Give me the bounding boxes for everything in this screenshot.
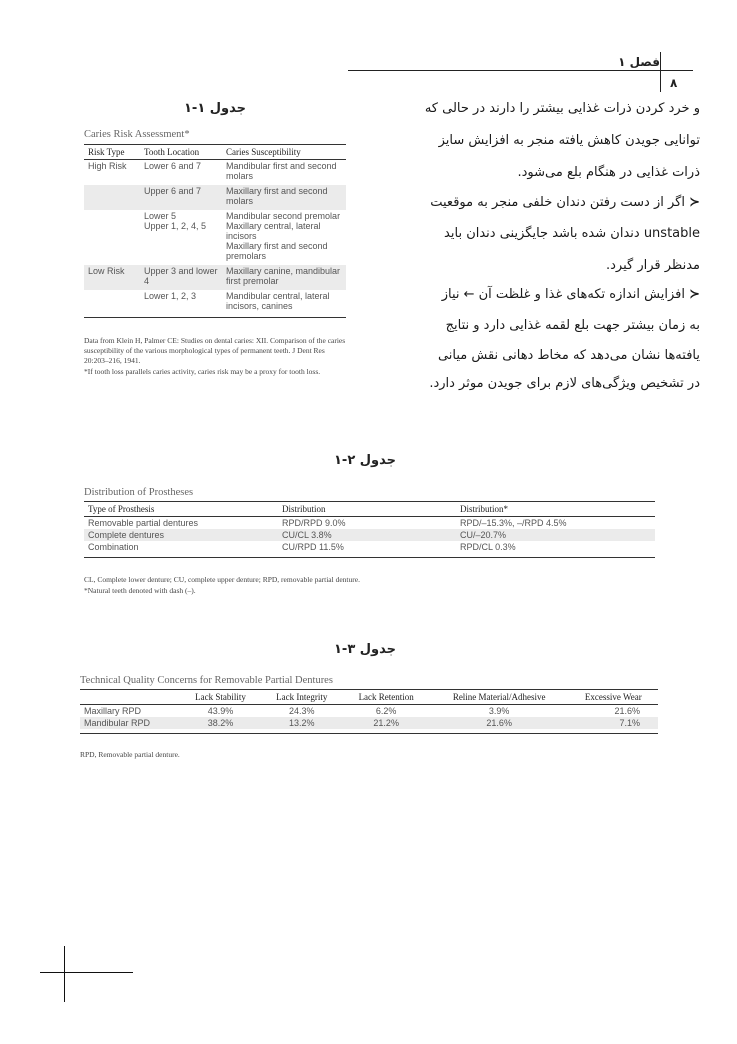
table2-caption: جدول ۲-۱ [333, 453, 397, 468]
table-row: Lower 1, 2, 3 Mandibular central, lateral incisors, canines [144, 291, 330, 311]
table1-title: Caries Risk Assessment* [84, 129, 190, 140]
page-number: ۸ [670, 76, 678, 90]
body-line: مدنظر قرار گیرد. [606, 258, 700, 273]
table3-abbrev-note: RPD, Removable partial denture. [80, 750, 180, 759]
table-row: Mandibular RPD 38.2% 13.2% 21.2% 21.6% 7.1% [80, 717, 658, 729]
table2-header: Distribution [278, 502, 456, 517]
table-row: Removable partial dentures RPD/RPD 9.0% RPD/–15.3%, –/RPD 4.5% [88, 518, 567, 528]
bullet-line [350, 287, 700, 302]
body-line: unstable دندان شده باشد جایگزینی دندان باید [444, 226, 700, 241]
bullet-icon: ≺ [689, 287, 700, 302]
crop-mark-vertical [64, 946, 65, 1002]
table2-title: Distribution of Prostheses [84, 487, 194, 498]
table3 [80, 689, 658, 734]
table-row: Maxillary RPD 43.9% 24.3% 6.2% 3.9% 21.6% [84, 706, 640, 716]
table-row: High Risk Lower 6 and 7 Mandibular first and second molars [88, 161, 337, 181]
table3-title: Technical Quality Concerns for Removable Partial Dentures [80, 675, 333, 686]
table-row: Upper 6 and 7 Maxillary first and second molars [84, 185, 346, 210]
table-row: Low Risk Upper 3 and lower 4 Maxillary canine, mandibular first premolar [84, 265, 346, 290]
table-row: Combination CU/RPD 11.5% RPD/CL 0.3% [88, 542, 516, 552]
table3-header [80, 690, 180, 705]
bullet-text: اگر از دست رفتن دندان خلفی منجر به موقعیت [430, 195, 685, 210]
table1-caption: جدول ۱-۱ [183, 101, 247, 116]
header-rule [348, 70, 693, 71]
crop-mark-horizontal [40, 972, 133, 973]
table3-header: Lack Integrity [261, 690, 343, 705]
table1-source-note: Data from Klein H, Palmer CE: Studies on dental caries: XII. Comparison of the caries susceptibility of the various morphological types of permanent teeth. J Dent Res 20:203–216, 1941. [84, 336, 346, 365]
table1-header: Risk Type [84, 145, 140, 160]
table-row: Lower 5 Upper 1, 2, 4, 5 Mandibular second premolar Maxillary central, lateral incisors Maxillary first and second premolars [144, 211, 341, 261]
bullet-text: افزایش اندازه تکه‌های غذا و غلظت آن ← نیاز [441, 287, 685, 302]
table3-caption: جدول ۳-۱ [333, 642, 397, 657]
table1 [84, 144, 346, 318]
bullet-line [350, 195, 700, 210]
table-row: Complete dentures CU/CL 3.8% CU/–20.7% [84, 529, 655, 541]
body-line: و خرد کردن ذرات غذایی بیشتر را دارند در حالی که [424, 101, 700, 116]
table3-header: Lack Stability [180, 690, 261, 705]
bullet-icon: ≺ [689, 195, 700, 210]
chapter-label: فصل ۱ [618, 55, 660, 69]
header-vertical-rule [660, 52, 661, 92]
body-line: به زمان بیشتر جهت بلع لقمه غذایی دارد و نتایج [445, 318, 700, 333]
table3-header: Reline Material/Adhesive [430, 690, 569, 705]
table3-header: Excessive Wear [569, 690, 658, 705]
table3-header: Lack Retention [343, 690, 430, 705]
table2-header: Type of Prosthesis [84, 502, 278, 517]
body-line: ذرات غذایی در هنگام بلع می‌شود. [517, 165, 700, 180]
table2 [84, 501, 655, 558]
body-line: توانایی جویدن کاهش یافته منجر به افزایش سایز [438, 133, 700, 148]
table2-header: Distribution* [456, 502, 655, 517]
table1-header: Caries Susceptibility [222, 145, 346, 160]
table1-header: Tooth Location [140, 145, 222, 160]
body-line: در تشخیص ویژگی‌های لازم برای جویدن موثر دارد. [429, 376, 700, 391]
table1-footnote: *If tooth loss parallels caries activity, caries risk may be a proxy for tooth loss. [84, 367, 321, 376]
table2-abbrev-note: CL, Complete lower denture; CU, complete upper denture; RPD, removable partial denture. [84, 575, 360, 584]
table2-footnote: *Natural teeth denoted with dash (–). [84, 586, 196, 595]
body-line: یافته‌ها نشان می‌دهد که مخاط دهانی نقش میانی [437, 348, 700, 363]
